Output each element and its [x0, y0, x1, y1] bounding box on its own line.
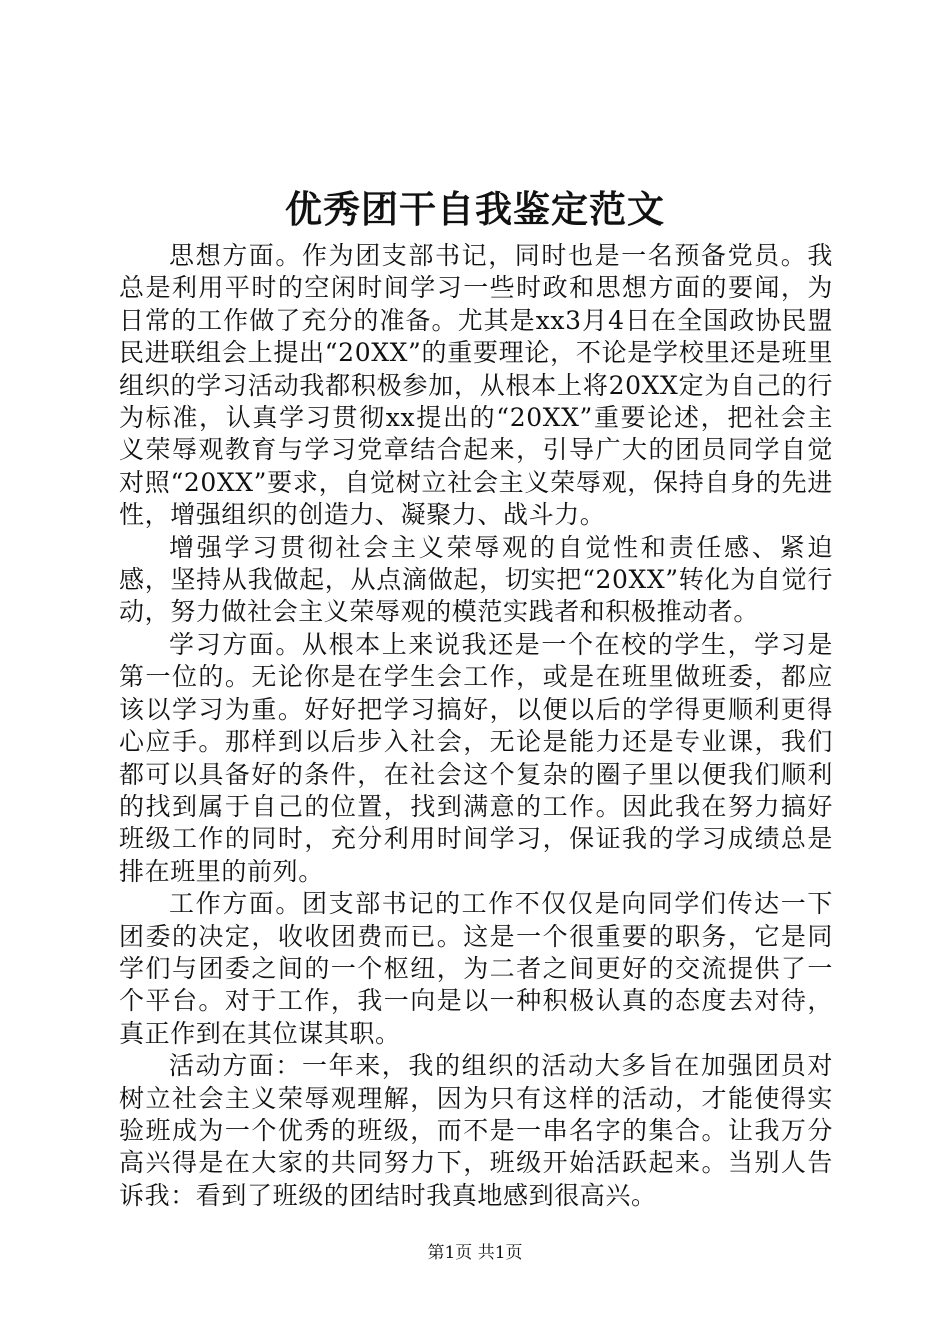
paragraph-commitment: 增强学习贯彻社会主义荣辱观的自觉性和责任感、紧迫感，坚持从我做起，从点滴做起，切实把“20XX”转化为自觉行动，努力做社会主义荣辱观的模范实践者和积极推动者。 — [119, 532, 833, 627]
paragraph-work: 工作方面。团支部书记的工作不仅仅是向同学们传达一下团委的决定，收收团费而已。这是一个很重要的职务，它是同学们与团委之间的一个枢纽，为二者之间更好的交流提供了一个平台。对于工作，我一向是以一种积极认真的态度去对待，真正作到在其位谋其职。 — [119, 889, 833, 1048]
page-footer: 第1页 共1页 — [427, 1243, 523, 1263]
paragraph-thought: 思想方面。作为团支部书记，同时也是一名预备党员。我总是利用平时的空闲时间学习一些时政和思想方面的要闻，为日常的工作做了充分的准备。尤其是xx3月4日在全国政协民盟民进联组会上提出“20XX”的重要理论，不论是学校里还是班里组织的学习活动我都积极参加，从根本上将20XX定为自己的行为标准，认真学习贯彻xx提出的“20XX”重要论述，把社会主义荣辱观教育与学习党章结合起来，引导广大的团员同学自觉对照“20XX”要求，自觉树立社会主义荣辱观，保持自身的先进性，增强组织的创造力、凝聚力、战斗力。 — [119, 241, 833, 530]
document-body — [119, 240, 833, 1212]
paragraph-activity: 活动方面：一年来，我的组织的活动大多旨在加强团员对树立社会主义荣辱观理解，因为只有这样的活动，才能使得实验班成为一个优秀的班级，而不是一串名字的集合。让我万分高兴得是在大家的共同努力下，班级开始活跃起来。当别人告诉我：看到了班级的团结时我真地感到很高兴。 — [119, 1051, 833, 1210]
document-title: 优秀团干自我鉴定范文 — [285, 187, 665, 231]
paragraph-study: 学习方面。从根本上来说我还是一个在校的学生，学习是第一位的。无论你是在学生会工作，或是在班里做班委，都应该以学习为重。好好把学习搞好，以便以后的学得更顺利更得心应手。那样到以后步入社会，无论是能力还是专业课，我们都可以具备好的条件，在社会这个复杂的圈子里以便我们顺利的找到属于自己的位置，找到满意的工作。因此我在努力搞好班级工作的同时，充分利用时间学习，保证我的学习成绩总是排在班里的前列。 — [119, 629, 833, 886]
